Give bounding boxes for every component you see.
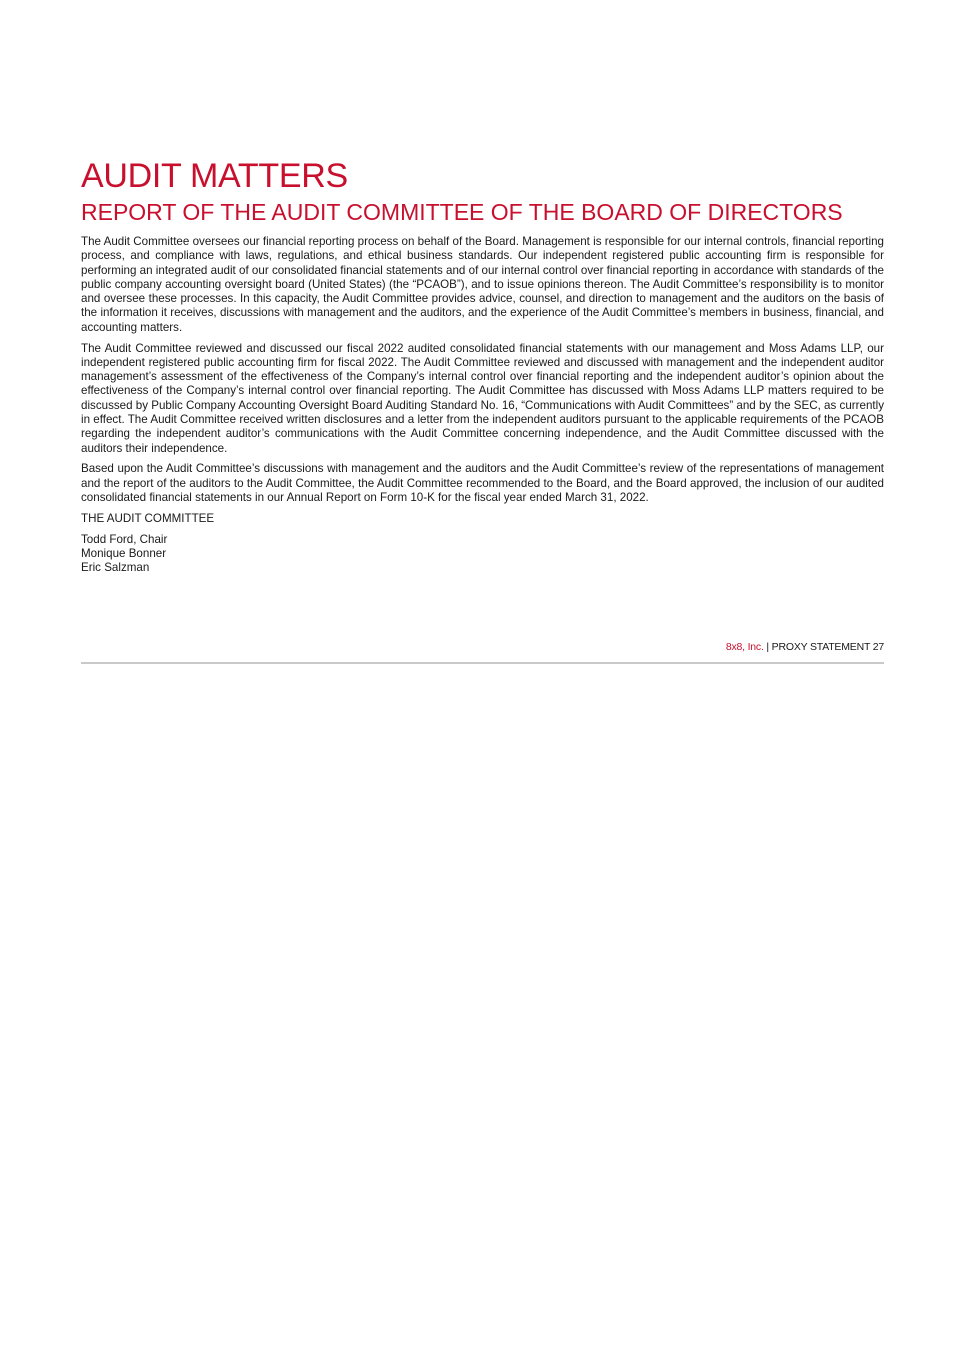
paragraph-recommendation: Based upon the Audit Committee’s discussions with management and the auditors and the Audit Committee’s review of the representations of management and the report of the auditors to the Audit Committee, the Audit Committee recommended to the Board, and the Board approved, the inclusion of our audited consolidated financial statements in our Annual Report on Form 10-K for the fiscal year ended March 31, 2022. [81, 462, 884, 505]
footer-document-page: PROXY STATEMENT 27 [771, 641, 884, 653]
paragraph-review: The Audit Committee reviewed and discussed our fiscal 2022 audited consolidated financial statements with our management and Moss Adams LLP, our independent registered public accounting firm for fiscal 2022. The Audit Committee reviewed and discussed with management and the independent auditor management’s assessment of the effectiveness of the Company’s internal control over financial reporting and the independent auditor’s opinion about the effectiveness of the Company’s internal control over financial reporting. The Audit Committee has discussed with Moss Adams LLP matters required to be discussed by Public Company Accounting Oversight Board Auditing Standard No. 16, “Communications with Audit Committees” and by the SEC, as currently in effect. The Audit Committee received written disclosures and a letter from the independent auditors pursuant to the applicable requirements of the PCAOB regarding the independent auditor’s communications with the Audit Committee concerning independence, and the Audit Committee discussed with the auditors their independence. [81, 341, 884, 455]
member-chair: Todd Ford, Chair [81, 532, 168, 546]
footer-divider [81, 662, 884, 664]
footer-company: 8x8, Inc. [725, 641, 764, 653]
page-footer [726, 641, 884, 654]
section-title: AUDIT MATTERS [81, 157, 348, 195]
footer-separator: | [763, 641, 772, 653]
subsection-title: REPORT OF THE AUDIT COMMITTEE OF THE BOARD OF DIRECTORS [81, 199, 843, 225]
committee-members [81, 533, 884, 576]
report-body [81, 235, 884, 576]
member: Monique Bonner [81, 546, 167, 560]
member: Eric Salzman [81, 561, 150, 575]
committee-heading: THE AUDIT COMMITTEE [81, 511, 215, 525]
paragraph-oversight: The Audit Committee oversees our financial reporting process on behalf of the Board. Management is responsible for our internal controls, financial reporting process, and compliance with laws, regulations, and ethical business standards. Our independent registered public accounting firm is responsible for performing an integrated audit of our consolidated financial statements and of our internal control over financial reporting in accordance with standards of the public company accounting oversight board (United States) (the “PCAOB”), and to issue opinions thereon. The Audit Committee’s responsibility is to monitor and oversee these processes. In this capacity, the Audit Committee provides advice, counsel, and direction to management and the auditors on the basis of the information it receives, discussions with management and the auditors, and the experience of the Audit Committee’s members in business, financial, and accounting matters. [81, 235, 884, 334]
